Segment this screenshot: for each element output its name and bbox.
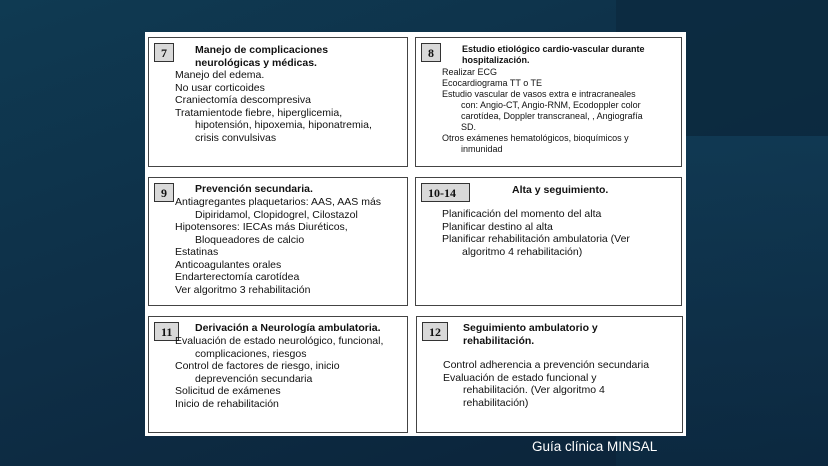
box-12 [416, 316, 683, 433]
box-11 [148, 316, 408, 433]
list-item: Endarterectomía carotídea [175, 271, 300, 283]
list-item: Ver algoritmo 3 rehabilitación [175, 283, 311, 296]
box-8 [415, 37, 682, 167]
box-number: 12 [422, 322, 448, 341]
box-number: 10-14 [421, 183, 470, 202]
list-item: No usar corticoides [175, 81, 265, 94]
list-item: Craniectomía descompresiva [175, 94, 311, 106]
box-title: Estudio etiológico cardio-vascular durante hospitalización. [462, 44, 645, 65]
box-items [175, 69, 372, 144]
box-title: Alta y seguimiento. [512, 184, 609, 196]
list-item: Estudio vascular de vasos extra e intracraneales con: Angio-CT, Angio-RNM, Ecodoppler color carotídea, Doppler transcraneal, , Angiografía SD. [442, 89, 643, 132]
box-items [175, 335, 383, 410]
box-title: Prevención secundaria. [195, 183, 313, 195]
list-item: Planificación del momento del alta [442, 208, 602, 220]
box-items [443, 359, 649, 409]
box-title: Derivación a Neurología ambulatoria. [195, 322, 381, 334]
list-item: Control adherencia a prevención secundaria [443, 359, 650, 371]
list-item: Anticoagulantes orales [175, 258, 282, 271]
source-caption: Guía clínica MINSAL [532, 439, 658, 454]
list-item: Evaluación de estado neurológico, funcional, complicaciones, riesgos [175, 335, 384, 360]
list-item: Antiagregantes plaquetarios: AAS, AAS más Dipiridamol, Clopidogrel, Cilostazol [175, 196, 382, 221]
box-items [175, 196, 381, 296]
list-item: Control de factores de riesgo, inicio deprevención secundaria [175, 360, 340, 385]
list-item: Solicitud de exámenes [175, 385, 281, 397]
box-9 [148, 177, 408, 306]
box-number: 7 [154, 43, 174, 62]
list-item: Tratamientode fiebre, hiperglicemia, hipotensión, hipoxemia, hiponatremia, crisis convulsivas [175, 106, 372, 144]
list-item: Evaluación de estado funcional y rehabilitación. (Ver algoritmo 4 rehabilitación) [443, 371, 605, 409]
list-item: Otros exámenes hematológicos, bioquímicos y inmunidad [442, 133, 629, 154]
box-10-14 [415, 177, 682, 306]
list-item: Ecocardiograma TT o TE [442, 78, 543, 88]
box-7 [148, 37, 408, 167]
box-items [442, 67, 643, 155]
box-title: Seguimiento ambulatorio y rehabilitación. [463, 322, 598, 347]
list-item: Manejo del edema. [175, 69, 265, 81]
list-item: Realizar ECG [442, 67, 498, 77]
box-number: 8 [421, 43, 441, 62]
list-item: Planificar rehabilitación ambulatoria (Ver algoritmo 4 rehabilitación) [442, 233, 630, 258]
list-item: Planificar destino al alta [442, 220, 553, 233]
list-item: Estatinas [175, 246, 219, 258]
box-items [442, 208, 630, 258]
box-number: 11 [154, 322, 179, 341]
document-sheet [145, 32, 686, 436]
box-number: 9 [154, 183, 174, 202]
list-item: Inicio de rehabilitación [175, 397, 279, 410]
box-title: Manejo de complicaciones neurológicas y médicas. [195, 44, 329, 69]
list-item: Hipotensores: IECAs más Diuréticos, Bloqueadores de calcio [175, 221, 348, 246]
